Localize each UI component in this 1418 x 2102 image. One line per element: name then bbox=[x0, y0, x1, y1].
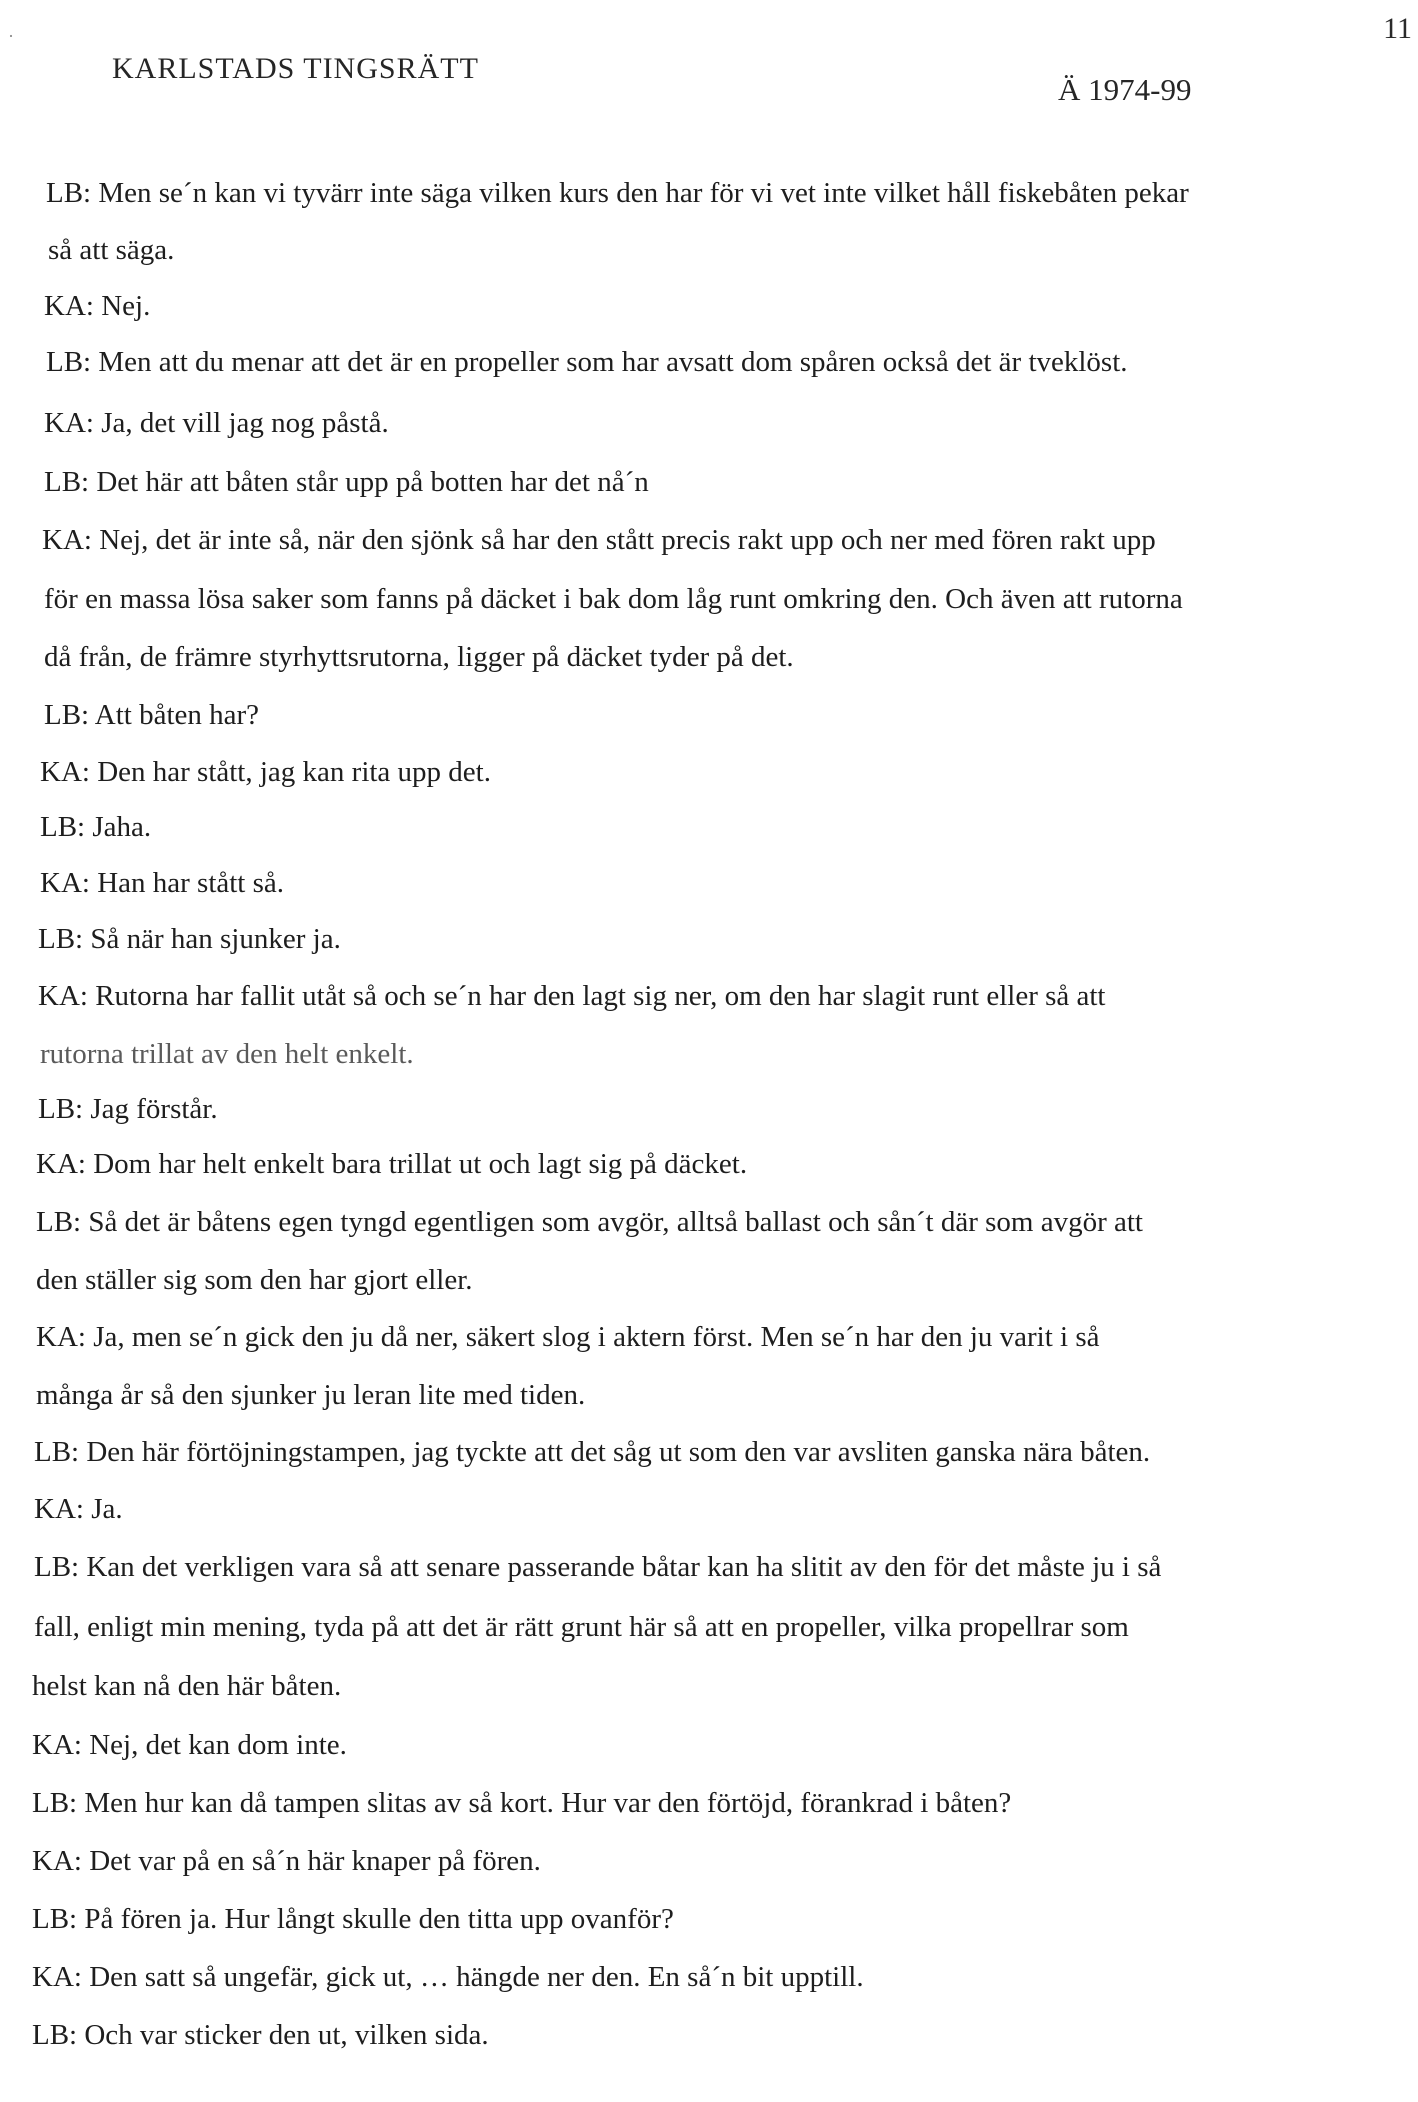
transcript-line: helst kan nå den här båten. bbox=[32, 1670, 342, 1702]
transcript-line: LB: Kan det verkligen vara så att senare passerande båtar kan ha slitit av den för det måste ju i så bbox=[34, 1551, 1162, 1583]
transcript-line: LB: Det här att båten står upp på botten har det nå´n bbox=[44, 466, 649, 498]
transcript-line: LB: Men att du menar att det är en propeller som har avsatt dom spåren också det är tveklöst. bbox=[46, 346, 1128, 378]
transcript-line: så att säga. bbox=[48, 234, 175, 266]
transcript-line: KA: Den har stått, jag kan rita upp det. bbox=[40, 756, 491, 788]
page-number: 11 bbox=[1383, 12, 1412, 45]
transcript-line: rutorna trillat av den helt enkelt. bbox=[40, 1038, 414, 1070]
transcript-line: KA: Den satt så ungefär, gick ut, … hängde ner den. En så´n bit upptill. bbox=[32, 1961, 864, 1993]
transcript-line: många år så den sjunker ju leran lite med tiden. bbox=[36, 1379, 586, 1411]
transcript-line: KA: Nej, det kan dom inte. bbox=[32, 1729, 347, 1761]
transcript-line: KA: Rutorna har fallit utåt så och se´n har den lagt sig ner, om den har slagit runt eller så att bbox=[38, 980, 1106, 1012]
transcript-line: KA: Ja, det vill jag nog påstå. bbox=[44, 407, 389, 439]
transcript-line: LB: Jag förstår. bbox=[38, 1093, 218, 1125]
transcript-line: då från, de främre styrhyttsrutorna, ligger på däcket tyder på det. bbox=[44, 641, 794, 673]
case-number: Ä 1974-99 bbox=[1058, 72, 1192, 107]
transcript-body bbox=[28, 168, 1388, 2088]
transcript-line: den ställer sig som den har gjort eller. bbox=[36, 1264, 473, 1296]
transcript-line: KA: Nej. bbox=[44, 290, 151, 322]
transcript-line: KA: Han har stått så. bbox=[40, 867, 285, 899]
transcript-line: KA: Ja, men se´n gick den ju då ner, säkert slog i aktern först. Men se´n har den ju varit i så bbox=[36, 1321, 1100, 1353]
court-name-heading: KARLSTADS TINGSRÄTT bbox=[112, 52, 479, 85]
transcript-line: LB: Jaha. bbox=[40, 811, 152, 843]
transcript-line: LB: Den här förtöjningstampen, jag tyckte att det såg ut som den var avsliten ganska nära båten. bbox=[34, 1436, 1151, 1468]
transcript-line: LB: Att båten har? bbox=[44, 699, 260, 731]
transcript-line: LB: Och var sticker den ut, vilken sida. bbox=[32, 2019, 489, 2051]
transcript-line: KA: Dom har helt enkelt bara trillat ut och lagt sig på däcket. bbox=[36, 1148, 748, 1180]
transcript-line: LB: Så det är båtens egen tyngd egentligen som avgör, alltså ballast och sån´t där som avgör att bbox=[36, 1206, 1143, 1238]
transcript-line: KA: Ja. bbox=[34, 1493, 123, 1525]
transcript-line: KA: Det var på en så´n här knaper på fören. bbox=[32, 1845, 541, 1877]
transcript-line: fall, enligt min mening, tyda på att det är rätt grunt här så att en propeller, vilka propellrar som bbox=[34, 1611, 1129, 1643]
transcript-line: LB: Så när han sjunker ja. bbox=[38, 923, 341, 955]
transcript-line: KA: Nej, det är inte så, när den sjönk så har den stått precis rakt upp och ner med fören rakt upp bbox=[42, 524, 1156, 556]
transcript-line: LB: På fören ja. Hur långt skulle den titta upp ovanför? bbox=[32, 1903, 674, 1935]
transcript-line: LB: Men se´n kan vi tyvärr inte säga vilken kurs den har för vi vet inte vilket håll fiskebåten pekar bbox=[46, 177, 1189, 209]
scan-margin-mark: · bbox=[8, 26, 14, 46]
transcript-line: för en massa lösa saker som fanns på däcket i bak dom låg runt omkring den. Och även att rutorna bbox=[44, 583, 1183, 615]
transcript-line: LB: Men hur kan då tampen slitas av så kort. Hur var den förtöjd, förankrad i båten? bbox=[32, 1787, 1012, 1819]
